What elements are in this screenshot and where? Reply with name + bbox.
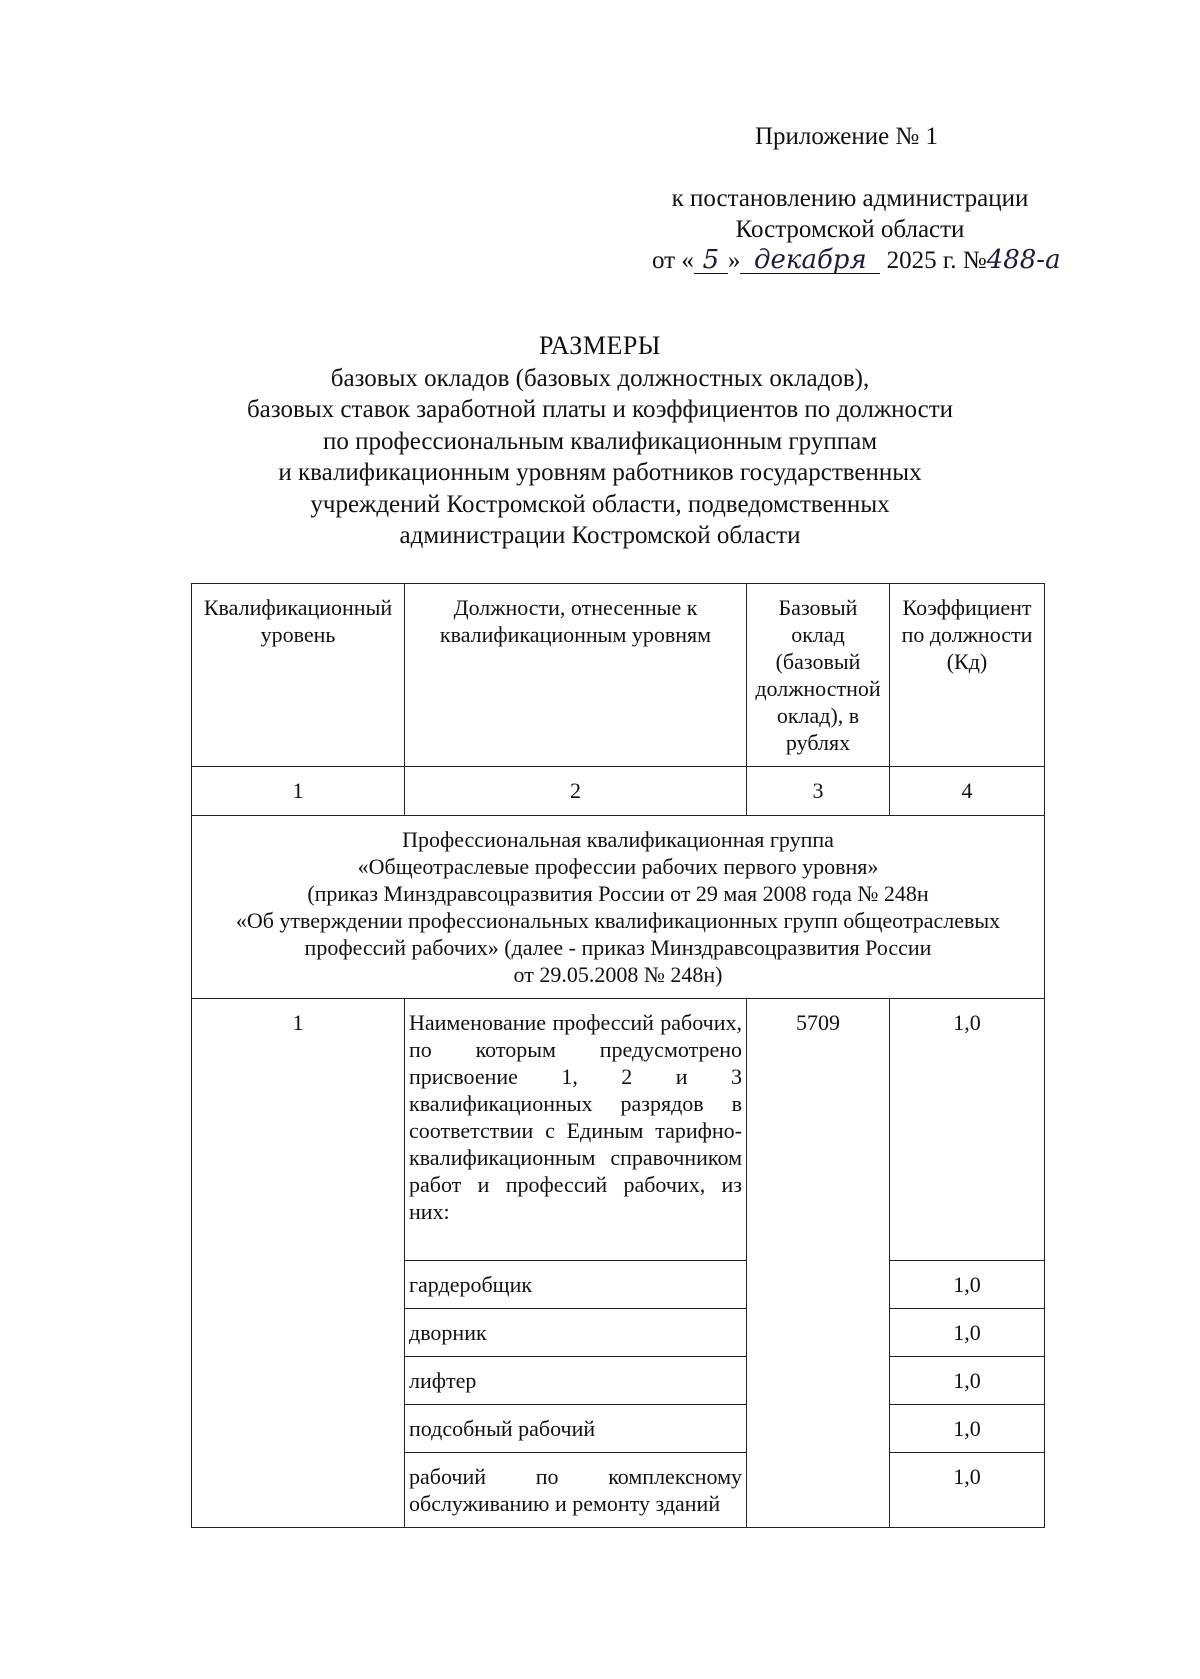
date-mid: »: [727, 247, 741, 274]
title-line: базовых ставок заработной платы и коэффициентов по должности: [246, 396, 954, 423]
date-prefix: от «: [652, 247, 694, 274]
position-name: рабочий по комплексному обслуживанию и ремонту зданий: [405, 1453, 747, 1528]
position-coefficient: 1,0: [890, 1261, 1045, 1309]
title-line: и квалификационным уровням работников государственных: [278, 459, 922, 486]
approval-line-2: Костромской области: [735, 216, 965, 243]
group-line: «Об утверждении профессиональных квалификационных групп общеотраслевых: [235, 908, 1001, 933]
title-line: администрации Костромской области: [399, 522, 801, 549]
group-description: [192, 816, 1045, 999]
position-coefficient: 1,0: [890, 1453, 1045, 1528]
header-base-salary: Базовый оклад (базовый должностной оклад), в рублях: [747, 584, 890, 767]
approval-block: [640, 183, 1060, 276]
header-coefficient: Коэффициент по должности (Кд): [890, 584, 1045, 767]
document-title: [120, 330, 1080, 552]
group-line: профессий рабочих» (далее - приказ Минздравсоцразвития России: [304, 935, 932, 960]
group-line: Профессиональная квалификационная группа: [402, 827, 834, 852]
salary-table: [191, 583, 1045, 1528]
appendix-title: Приложение № 1: [755, 123, 939, 150]
group-row: [192, 816, 1045, 999]
date-year: 2025 г. №: [886, 247, 987, 274]
position-name: лифтер: [405, 1357, 747, 1405]
title-line: по профессиональным квалификационным группам: [322, 427, 878, 455]
level-description: Наименование профессий рабочих, по которым предусмотрено присвоение 1, 2 и 3 квалификационных разрядов в соответствии с Единым тарифно-квалификационным справочником работ и профессий рабочих, из них:: [405, 999, 747, 1261]
column-number: 4: [890, 767, 1045, 816]
position-name: подсобный рабочий: [405, 1405, 747, 1453]
approval-line-1: к постановлению администрации: [671, 185, 1029, 212]
group-line: (приказ Минздравсоцразвития России от 29 мая 2008 года № 248н: [307, 881, 929, 906]
group-line: от 29.05.2008 № 248н): [513, 962, 723, 987]
date-month-handwritten: декабря: [740, 247, 880, 274]
base-salary: 5709: [747, 999, 890, 1528]
level-coefficient: 1,0: [890, 999, 1045, 1261]
title-main: РАЗМЕРЫ: [539, 331, 661, 360]
group-line: «Общеотраслевые профессии рабочих первого уровня»: [357, 854, 879, 879]
position-coefficient: 1,0: [890, 1309, 1045, 1357]
position-coefficient: 1,0: [890, 1357, 1045, 1405]
position-name: гардеробщик: [405, 1261, 747, 1309]
position-coefficient: 1,0: [890, 1405, 1045, 1453]
title-line: учреждений Костромской области, подведомственных: [310, 490, 890, 518]
qualification-level: 1: [192, 999, 405, 1528]
header-positions: Должности, отнесенные к квалификационным уровням: [405, 584, 747, 767]
column-number-row: [192, 767, 1045, 816]
table-header-row: [192, 584, 1045, 767]
table-row: [192, 999, 1045, 1261]
position-name: дворник: [405, 1309, 747, 1357]
column-number: 2: [405, 767, 747, 816]
doc-number-handwritten: 488-а: [986, 245, 1061, 275]
header-qualification-level: Квалификационный уровень: [192, 584, 405, 767]
column-number: 3: [747, 767, 890, 816]
title-line: базовых окладов (базовых должностных окладов),: [330, 364, 870, 392]
column-number: 1: [192, 767, 405, 816]
date-day-handwritten: 5: [694, 247, 728, 274]
approval-date-line: [640, 245, 1060, 276]
